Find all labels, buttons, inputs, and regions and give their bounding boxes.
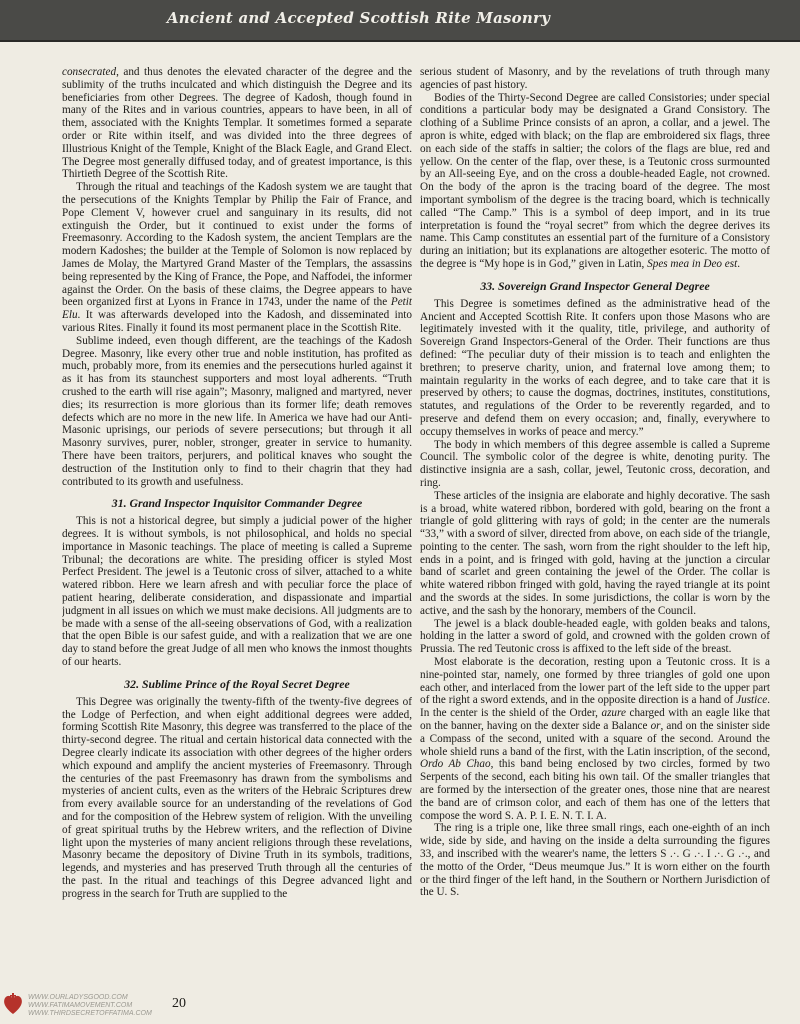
emphasis: Spes mea in Deo est bbox=[647, 257, 738, 270]
paragraph: The jewel is a black double-headed eagle, with golden beaks and talons, holding in the latter a sword of gold, and crowned with the golden crown of Prussia. The red Teutonic cross is affixed to the left side of the breast. bbox=[420, 617, 770, 656]
paragraph: This Degree was originally the twenty-fifth of the twenty-five degrees of the Lodge of Perfection, and when eight additional degrees were added, forming Scottish Rite Masonry, this degree was transferred to the place of the thirty-second degree. The ritual and certain historical data connected with the Degree clearly indicate its association with other degrees of the higher orders which expound and amplify the ancient mysteries of Freemasonry. Through the centuries of the past Freemasonry has drawn from the symbolisms and mysteries of ancient cults, even as the writers of the Hebraic Scriptures drew from every available source for an understanding of the revelations of God and for the composition of the Hebrew system of religion. With the unveiling of great spiritual truths by the Hebrew writers, and the reflection of Divine light upon the mysteries of many ancient religions through these revelations, Masonry became the depository of Divine Truth in its symbols, traditions, legends, and mysteries and has preserved Truth through all the centuries of the past. In the ritual and teachings of this Degree advanced light and progress in the search for Truth are supplied to the bbox=[62, 695, 412, 900]
emphasis: Petit Elu bbox=[62, 296, 412, 322]
header-bar bbox=[0, 0, 800, 42]
page-number: 20 bbox=[172, 996, 186, 1011]
footer-link[interactable]: WWW.OURLADYSGOOD.COM bbox=[28, 994, 128, 1001]
right-column bbox=[420, 66, 770, 1014]
paragraph: consecrated, and thus denotes the elevated character of the degree and the sublimity of the truths inculcated and which distinguish the Degree and its beneficiaries from other Degrees. The degree of Kadosh, though found in many of the Rites and in various countries, appears to have been, in all of them, associated with the Knights Templar. It sometimes formed a separate order or Rite within itself, and was divided into the three degrees of Illustrious Knight of the Temple, Knight of the Black Eagle, and Grand Elect. The Degree most generally diffused today, and of greatest importance, is this Thirtieth Degree of the Scottish Rite. bbox=[62, 66, 412, 181]
paragraph: These articles of the insignia are elaborate and highly decorative. The sash is a broad, white watered ribbon, bordered with gold, bearing on the front a triangle of gold glittering with rays of gold; in the center are the numerals “33,” with a sword of silver, directed from above, on each side of the triangle, pointing to the center. The sash, worn from the right shoulder to the left hip, ends in a point, and is fringed with gold, having at the junction a circular band of scarlet and green containing the jewel of the Order. The collar is white watered ribbon fringed with gold, having the rayed triangle at its point and the swords at the sides. In some jurisdictions, the collar is worn by the active, and the sash by the honorary, members of the Council. bbox=[420, 489, 770, 617]
emphasis: consecrated bbox=[62, 66, 117, 78]
footer-link[interactable]: WWW.FATIMAMOVEMENT.COM bbox=[28, 1002, 133, 1009]
section-heading: 33. Sovereign Grand Inspector General Degree bbox=[480, 278, 710, 293]
footer-links bbox=[28, 994, 152, 1018]
paragraph: serious student of Masonry, and by the revelations of truth through many agencies of past history. bbox=[420, 66, 770, 91]
sacred-heart-logo-icon bbox=[2, 992, 24, 1016]
section-heading: 32. Sublime Prince of the Royal Secret Degree bbox=[124, 676, 350, 691]
paragraph: Most elaborate is the decoration, resting upon a Teutonic cross. It is a nine-pointed star, namely, one formed by three triangles of gold one upon each other, and interlaced from the lower part of the left side to the upper part of the right a sword extends, and in the opposite direction is a hand of Justice. In the center is the shield of the Order, azure charged with an eagle like that on the banner, having on the dexter side a Balance or, and on the sinister side a Compass of the second, united with a square of the second. Around the whole shield runs a band of the first, with the Latin inscription, of the second, Ordo Ab Chao, this band being enclosed by two circles, formed by two Serpents of the second, each biting his own tail. Of the smaller triangles that are formed by the intersection of the greater ones, those nine that are nearest the band are of crimson color, and each of them has one of the letters that compose the word S. A. P. I. E. N. T. I. A. bbox=[420, 656, 770, 822]
paragraph: Sublime indeed, even though different, are the teachings of the Kadosh Degree. Masonry, like every other true and noble institution, has profited as much, probably more, from its enemies and the persecutions hurled against it as it has from its staunchest supporters and most loyal adherents. “Truth crushed to the earth will rise again”; Masonry, maligned and martyred, never dies; its resurrection is more glorious than its former life; death removes defects which are no more in the new life. In America we have had our Anti-Masonic uprisings, our periods of severe persecutions; but through it all Masonry survives, purer, nobler, stronger, greater in service to humanity. There have been traitors, perjurers, and political knaves who sought the destruction of the Institution only to find to their chagrin that they had contributed to its growth and usefulness. bbox=[62, 334, 412, 488]
paragraph: Through the ritual and teachings of the Kadosh system we are taught that the persecutions of the Knights Templar by Philip the Fair of France, and Pope Clement V, however cruel and sanguinary in its results, did not extinguish the Order, but it continued to exist under the forms of Freemasonry. According to the Kadosh system, the ancient Templars are the modern Kadoshes; the builder at the Temple of Solomon is now replaced by James de Molay, the Martyred Grand Master of the Templars, the assassins being represented by the King of France, the Pope, and Naffodei, the informer against the Order. On the basis of these claims, the Degree appears to have been organized first at Lyons in France in 1743, under the name of the Petit Elu. It was afterwards developed into the Kadosh, and disseminated into various Rites. Finally it found its most permanent place in the Scottish Rite. bbox=[62, 181, 412, 334]
paragraph: The ring is a triple one, like three small rings, each one-eighth of an inch wide, side by side, and having on the inside a delta surrounding the figures 33, and inscribed with the wearer's name, the letters S .·. G .·. I .·. G .·., and the motto of the Order, “Deus meumque Jus.” It is worn either on the fourth or the third finger of the left hand, in the Southern or Northern Jurisdiction of the U. S. bbox=[420, 822, 770, 899]
paragraph: This is not a historical degree, but simply a judicial power of the higher degrees. It is without symbols, is not philosophical, and holds no special importance in Masonic teachings. The place of meeting is called a Supreme Tribunal; the decorations are white. The presiding officer is styled Most Perfect President. The jewel is a Teutonic cross of silver, attached to a white watered ribbon. Here we learn afresh and with peculiar force the place of patient hearing, deliberate consideration, and dispassionate and impartial judgment in all issues on which we must make decisions. All judgments are to be made with a sense of the all-seeing observations of God, with a realization that the open Bible is our safest guide, and with a realization that we are one day to stand before the great Judge of all men who knows the inmost thoughts of our hearts. bbox=[62, 515, 412, 669]
page-title: Ancient and Accepted Scottish Rite Masonry bbox=[166, 9, 550, 27]
paragraph: The body in which members of this degree assemble is called a Supreme Council. The symbolic color of the degree is white, denoting purity. The distinctive insignia are a sash, collar, jewel, Teutonic cross, decoration, and ring. bbox=[420, 438, 770, 489]
paragraph: This Degree is sometimes defined as the administrative head of the Ancient and Accepted Scottish Rite. It confers upon those Masons who are legitimately invested with it the quality, title, privilege, and authority of Sovereign Grand Inspectors-General of the Order. Their functions are thus defined: “The peculiar duty of their mission is to teach and enlighten the brethren; to preserve charity, union, and fraternal love among them; to maintain regularity in the works of each degree, and to take care that it is preserved by others; to cause the dogmas, doctrines, institutes, constitutions, statutes, and regulations of the Order to be reverently regarded, and to preserve and defend them on every occasion; and, finally, everywhere to occupy themselves in works of peace and mercy.” bbox=[420, 297, 770, 438]
section-heading: 31. Grand Inspector Inquisitor Commander Degree bbox=[111, 496, 363, 511]
left-column bbox=[62, 66, 412, 994]
footer-link[interactable]: WWW.THIRDSECRETOFFATIMA.COM bbox=[28, 1010, 152, 1017]
paragraph: Bodies of the Thirty-Second Degree are called Consistories; under special conditions a particular body may be designated a Grand Consistory. The clothing of a Sublime Prince consists of an apron, a collar, and a jewel. The apron is white, edged with black; on the flap are embroidered six flags, three on each side of the staffs in saltier; the colors of the flags are blue, red and yellow. On the center of the flap, over these, is a Teutonic cross surmounted by an All-seeing Eye, and on the cross a double-headed Eagle, not crowned. On the body of the apron is the tracing board of the degree. The most important symbolism of the degree is the tracing board, which is technically called “The Camp.” This is a symbol of deep import, and in its true interpretation is found the “royal secret” from which the degree derives its name. This Camp constitutes an essential part of the furniture of a Consistory during an initiation; but its explanations are altogether esoteric. The motto of the degree is “My hope is in God,” given in Latin, Spes mea in Deo est. bbox=[420, 91, 770, 270]
